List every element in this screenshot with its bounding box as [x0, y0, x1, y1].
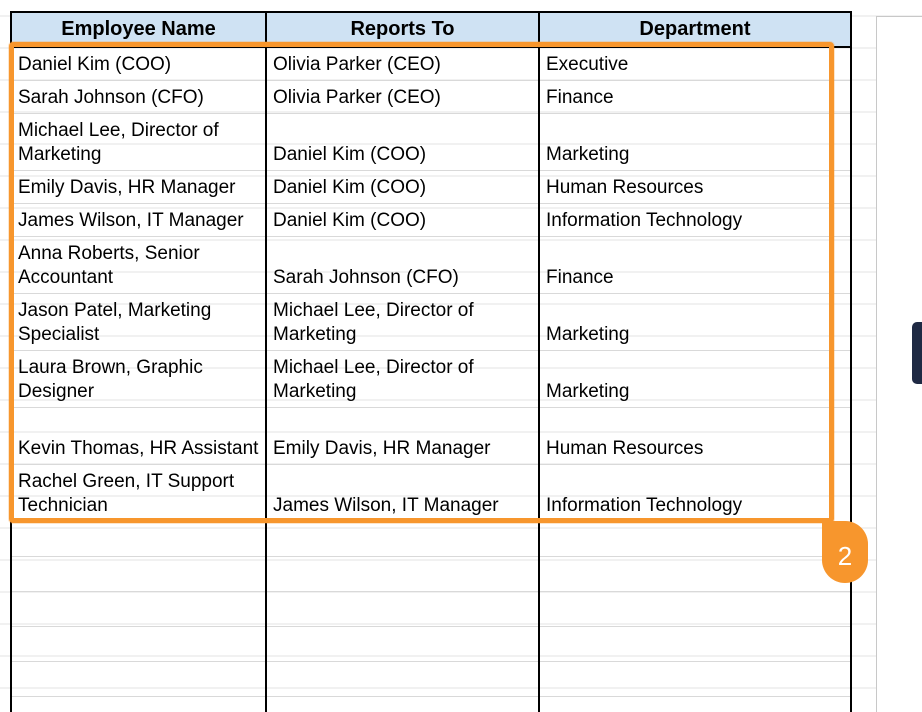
empty-cell[interactable]	[539, 522, 851, 557]
empty-cell[interactable]	[11, 592, 266, 627]
empty-row	[11, 522, 851, 557]
cell-department[interactable]: Marketing	[539, 351, 851, 408]
cell-reports-to[interactable]: Daniel Kim (COO)	[266, 204, 539, 237]
cell-employee-name[interactable]: Sarah Johnson (CFO)	[11, 81, 266, 114]
table-row	[11, 47, 851, 81]
cell-reports-to[interactable]: Michael Lee, Director of Marketing	[266, 351, 539, 408]
table-row	[11, 465, 851, 522]
cell-employee-name[interactable]: Emily Davis, HR Manager	[11, 171, 266, 204]
cell-reports-to[interactable]: Emily Davis, HR Manager	[266, 408, 539, 465]
empty-cell[interactable]	[266, 662, 539, 697]
cell-department[interactable]: Human Resources	[539, 171, 851, 204]
empty-cell[interactable]	[11, 557, 266, 592]
cell-department[interactable]: Information Technology	[539, 465, 851, 522]
cell-department[interactable]: Executive	[539, 47, 851, 81]
table-row	[11, 294, 851, 351]
cell-reports-to[interactable]: James Wilson, IT Manager	[266, 465, 539, 522]
cell-employee-name[interactable]: Michael Lee, Director of Marketing	[11, 114, 266, 171]
empty-cell[interactable]	[266, 697, 539, 712]
cell-department[interactable]: Marketing	[539, 294, 851, 351]
empty-cell[interactable]	[11, 697, 266, 712]
empty-cell[interactable]	[539, 697, 851, 712]
empty-cell[interactable]	[11, 627, 266, 662]
cell-department[interactable]: Marketing	[539, 114, 851, 171]
empty-row	[11, 697, 851, 712]
table-row	[11, 81, 851, 114]
empty-cell[interactable]	[539, 592, 851, 627]
cell-department[interactable]: Finance	[539, 237, 851, 294]
cell-reports-to[interactable]: Olivia Parker (CEO)	[266, 81, 539, 114]
empty-cell[interactable]	[266, 627, 539, 662]
header-reports-to[interactable]: Reports To	[266, 12, 539, 47]
empty-row	[11, 662, 851, 697]
cell-department[interactable]: Human Resources	[539, 408, 851, 465]
empty-cell[interactable]	[539, 557, 851, 592]
cell-department[interactable]: Information Technology	[539, 204, 851, 237]
table-row	[11, 204, 851, 237]
empty-row	[11, 627, 851, 662]
cell-reports-to[interactable]: Olivia Parker (CEO)	[266, 47, 539, 81]
cell-employee-name[interactable]: James Wilson, IT Manager	[11, 204, 266, 237]
table-row	[11, 237, 851, 294]
empty-cell[interactable]	[11, 522, 266, 557]
side-panel-tab[interactable]	[912, 322, 922, 384]
cell-department[interactable]: Finance	[539, 81, 851, 114]
empty-cell[interactable]	[539, 627, 851, 662]
step-number-badge: 2	[822, 521, 868, 583]
empty-cell[interactable]	[539, 662, 851, 697]
empty-cell[interactable]	[11, 662, 266, 697]
cell-reports-to[interactable]: Daniel Kim (COO)	[266, 171, 539, 204]
empty-row	[11, 557, 851, 592]
table-row	[11, 114, 851, 171]
cell-employee-name[interactable]: Daniel Kim (COO)	[11, 47, 266, 81]
cell-employee-name[interactable]: Jason Patel, Marketing Specialist	[11, 294, 266, 351]
cell-employee-name[interactable]: Kevin Thomas, HR Assistant	[11, 408, 266, 465]
cell-employee-name[interactable]: Laura Brown, Graphic Designer	[11, 351, 266, 408]
table-row	[11, 408, 851, 465]
empty-cell[interactable]	[266, 522, 539, 557]
empty-cell[interactable]	[266, 592, 539, 627]
empty-row	[11, 592, 851, 627]
header-row	[11, 12, 851, 47]
table-row	[11, 171, 851, 204]
cell-employee-name[interactable]: Rachel Green, IT Support Technician	[11, 465, 266, 522]
employee-table	[10, 11, 852, 712]
cell-reports-to[interactable]: Sarah Johnson (CFO)	[266, 237, 539, 294]
cell-reports-to[interactable]: Michael Lee, Director of Marketing	[266, 294, 539, 351]
header-department[interactable]: Department	[539, 12, 851, 47]
cell-reports-to[interactable]: Daniel Kim (COO)	[266, 114, 539, 171]
table-row	[11, 351, 851, 408]
cell-employee-name[interactable]: Anna Roberts, Senior Accountant	[11, 237, 266, 294]
header-employee-name[interactable]: Employee Name	[11, 12, 266, 47]
empty-cell[interactable]	[266, 557, 539, 592]
